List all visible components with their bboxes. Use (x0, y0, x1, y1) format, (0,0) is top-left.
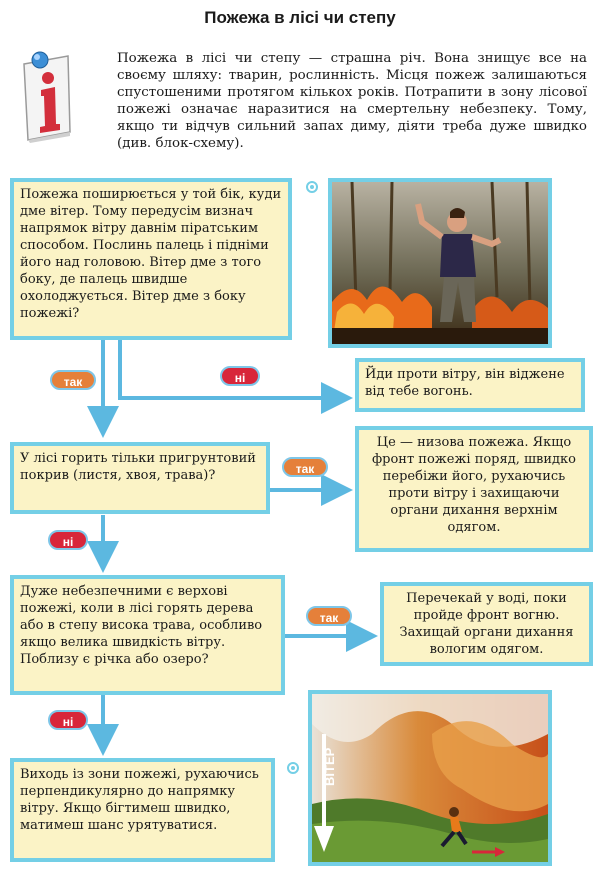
photo-forest-fire (328, 178, 552, 348)
final-exit-fire-zone: Виходь із зони пожежі, рухаючись перпендикулярно до напрямку вітру. Якщо бігтимеш швидко, матимеш шанс урятуватися. (10, 758, 275, 862)
photo-crown-fire-wind (308, 690, 552, 866)
no-badge: ні (220, 366, 260, 386)
wind-label: ВІТЕР (322, 747, 337, 786)
answer-go-against-wind: Йди проти вітру, він віджене від тебе вогонь. (355, 358, 585, 412)
connector-dot (287, 762, 299, 774)
yes-badge: так (282, 457, 328, 477)
yes-badge: так (50, 370, 96, 390)
connector-dot (306, 181, 318, 193)
question-ground-fire: У лісі горить тільки пригрунтовий покрив (листя, хвоя, трава)? (10, 442, 270, 514)
question-wind-direction: Пожежа поширюється у той бік, куди дме вітер. Тому передусім визнач напрямок вітру давнім піратським способом. Послинь палець і підніми його над головою. Вітер дме з того боку, де палець швидше охолоджується. Вітер дме з боку пожежі? (10, 178, 292, 340)
answer-wait-in-water: Перечекай у воді, поки пройде фронт вогню. Захищай органи дихання вологим одягом. (380, 582, 593, 666)
no-badge: ні (48, 530, 88, 550)
page-title: Пожежа в лісі чи степу (204, 8, 396, 27)
yes-badge: так (306, 606, 352, 626)
no-badge: ні (48, 710, 88, 730)
intro-text: Пожежа в лісі чи степу — страшна річ. Вона знищує все на своєму шляху: тварин, рослинність. Місця пожеж залишаються спустошеними протягом кількох років. Потрапити в зону лісової пожежі означає наразитися на смертельну небезпеку. Тому, якщо ти відчув сильний запах диму, діяти треба дуже швидко (див. блок-схему). (117, 51, 587, 151)
answer-ground-fire: Це — низова пожежа. Якщо фронт пожежі поряд, швидко перебіжи його, рухаючись проти вітру і захищаючи органи дихання верхнім одягом. (355, 426, 593, 552)
question-crown-fire: Дуже небезпечними є верхові пожежі, коли в лісі горять дерева або в степу висока трава, особливо якщо велика швидкість вітру. Поблизу є річка або озеро? (10, 575, 285, 695)
